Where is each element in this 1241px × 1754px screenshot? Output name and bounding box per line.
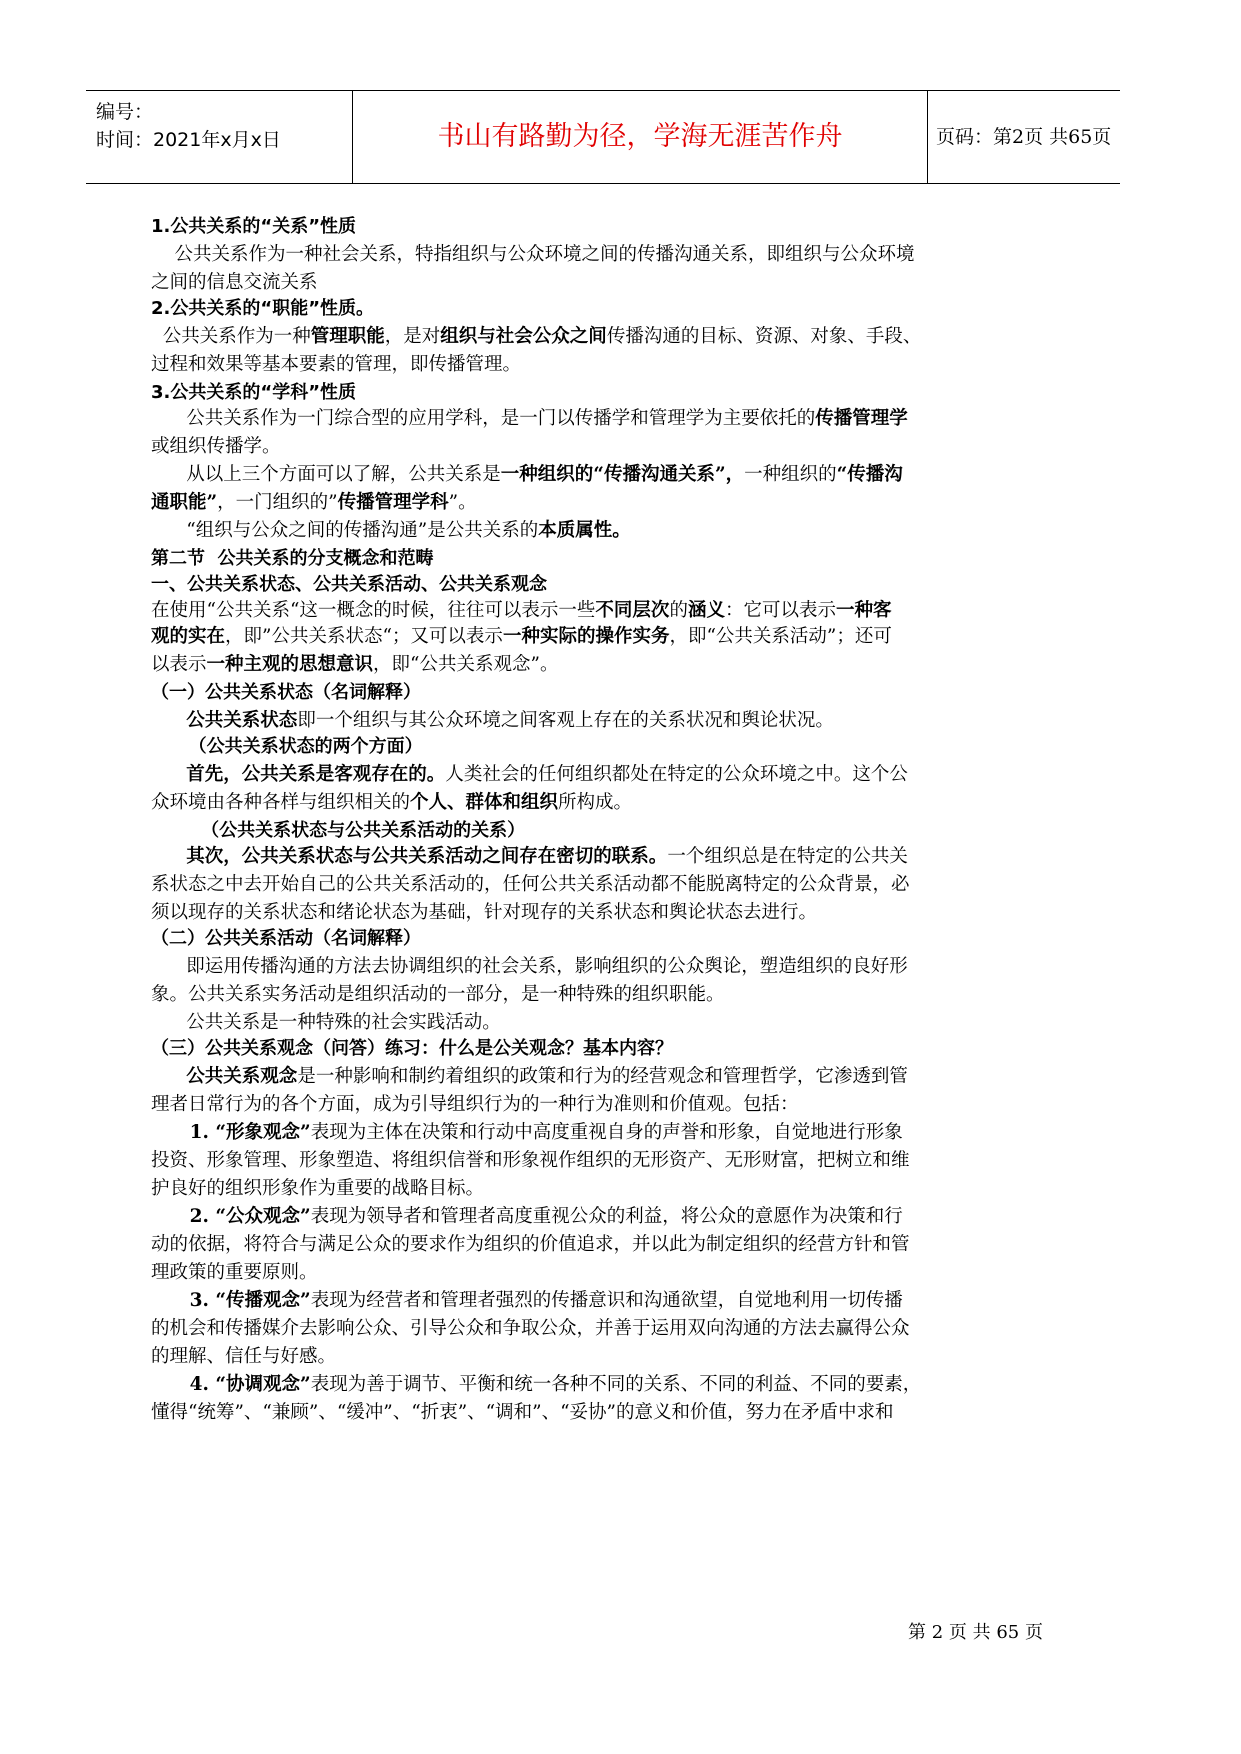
text-line bbox=[151, 517, 631, 545]
text-run: 过程和效果等基本要素的管理，即传播管理。 bbox=[151, 354, 522, 375]
text-line bbox=[151, 1371, 921, 1399]
text-line bbox=[151, 213, 356, 241]
text-line bbox=[151, 597, 892, 625]
text-run: 3. “传播观念” bbox=[151, 1290, 311, 1311]
text-run: 传播管理学科 bbox=[337, 492, 449, 513]
text-run: 其次，公共关系状态与公共关系活动之间存在密切的联系。 bbox=[186, 846, 668, 867]
header-meta bbox=[86, 91, 352, 183]
text-run: 理者日常行为的各个方面，成为引导组织行为的一种行为准则和价值观。包括： bbox=[151, 1094, 799, 1115]
text-run: 组织与社会公众之间 bbox=[440, 326, 607, 347]
text-line bbox=[151, 679, 421, 707]
text-line bbox=[151, 817, 525, 845]
text-run: 公共关系状态 bbox=[186, 710, 298, 731]
text-run: ”。 bbox=[448, 492, 477, 513]
text-run: （二）公共关系活动（名词解释） bbox=[151, 928, 421, 949]
text-run: 涵义 bbox=[687, 600, 725, 621]
text-run: 系状态之中去开始自己的公共关系活动的，任何公共关系活动都不能脱离特定的公众背景，必 bbox=[151, 874, 910, 895]
text-run: （一）公共关系状态（名词解释） bbox=[151, 682, 421, 703]
text-line bbox=[151, 1287, 903, 1315]
text-run: （公共关系状态与公共关系活动的关系） bbox=[151, 820, 526, 841]
text-line bbox=[151, 1091, 799, 1119]
text-line bbox=[151, 1259, 318, 1287]
text-run: 2.公共关系的“职能”性质。 bbox=[151, 298, 375, 319]
text-run: 之间的信息交流关系 bbox=[151, 272, 318, 293]
text-run: 管理职能 bbox=[310, 326, 385, 347]
text-run: 观的实在 bbox=[151, 626, 226, 647]
text-run: 的理解、信任与好感。 bbox=[151, 1346, 337, 1367]
text-run: ：它可以表示 bbox=[724, 600, 836, 621]
text-line bbox=[151, 295, 374, 323]
text-line bbox=[151, 1399, 894, 1427]
text-run: 4. “协调观念” bbox=[151, 1374, 311, 1395]
text-run: 象。公共关系实务活动是组织活动的一部分，是一种特殊的组织职能。 bbox=[151, 984, 725, 1005]
text-run bbox=[151, 846, 186, 867]
text-run: 从以上三个方面可以了解，公共关系是 bbox=[151, 464, 501, 485]
text-run: 是一种影响和制约着组织的政策和行为的经营观念和管理哲学，它渗透到管 bbox=[297, 1066, 908, 1087]
text-run: 个人、群体和组织 bbox=[410, 792, 559, 813]
text-line bbox=[151, 269, 318, 297]
text-line bbox=[151, 981, 725, 1009]
text-run: 一、公共关系状态、公共关系活动、公共关系观念 bbox=[151, 574, 547, 595]
text-run: 1. “形象观念” bbox=[151, 1122, 311, 1143]
text-run: “组织与公众之间的传播沟通”是公共关系的 bbox=[151, 520, 539, 541]
text-run: 以表示 bbox=[151, 654, 207, 675]
text-line bbox=[151, 1175, 484, 1203]
text-run: 2. “公众观念” bbox=[151, 1206, 311, 1227]
text-run: ，一门组织的” bbox=[217, 492, 338, 513]
text-run: （公共关系状态的两个方面） bbox=[151, 736, 423, 757]
text-line bbox=[151, 789, 632, 817]
text-line bbox=[151, 1035, 673, 1063]
document-number-label: 编号： bbox=[96, 101, 154, 123]
text-run: 须以现存的关系状态和绪论状态为基础，针对现存的关系状态和舆论状态去进行。 bbox=[151, 902, 818, 923]
text-run: 传播沟通的目标、资源、对象、手段、 bbox=[606, 326, 922, 347]
page-header bbox=[86, 90, 1120, 184]
text-run: 公共关系是一种特殊的社会实践活动。 bbox=[151, 1012, 501, 1033]
text-line bbox=[151, 925, 421, 953]
text-run: 传播管理学 bbox=[815, 408, 908, 429]
text-line bbox=[151, 1147, 910, 1175]
text-run: 通职能” bbox=[151, 492, 218, 513]
text-run: 即运用传播沟通的方法去协调组织的社会关系，影响组织的公众舆论，塑造组织的良好形 bbox=[151, 956, 908, 977]
text-run: 3.公共关系的“学科”性质 bbox=[151, 382, 357, 403]
text-run: 的机会和传播媒介去影响公众、引导公众和争取公众，并善于运用双向沟通的方法去赢得公众 bbox=[151, 1318, 910, 1339]
text-line bbox=[151, 461, 903, 489]
text-line bbox=[151, 899, 817, 927]
header-motto: 书山有路勤为径，学海无涯苦作舟 bbox=[352, 91, 928, 183]
text-run: ，即”公共关系状态“；又可以表示 bbox=[225, 626, 503, 647]
text-line bbox=[151, 379, 356, 407]
text-run: 1.公共关系的“关系”性质 bbox=[151, 216, 357, 237]
text-line bbox=[151, 489, 477, 517]
text-run: ，是对 bbox=[384, 326, 441, 347]
text-line bbox=[151, 433, 281, 461]
text-run: 一种主观的思想意识 bbox=[206, 654, 374, 675]
text-run: 即一个组织与其公众环境之间客观上存在的关系状况和舆论状况。 bbox=[297, 710, 834, 731]
text-line bbox=[151, 323, 921, 351]
text-line bbox=[151, 1119, 903, 1147]
text-run bbox=[151, 764, 186, 785]
text-line bbox=[151, 571, 547, 599]
text-line bbox=[151, 707, 834, 735]
text-run: 投资、形象管理、形象塑造、将组织信誉和形象视作组织的无形资产、无形财富，把树立和维 bbox=[151, 1150, 910, 1171]
text-run: 动的依据，将符合与满足公众的要求作为组织的价值追求，并以此为制定组织的经营方针和管 bbox=[151, 1234, 910, 1255]
text-run: 公共关系观念 bbox=[186, 1066, 298, 1087]
text-line bbox=[151, 761, 908, 789]
text-line bbox=[151, 1231, 910, 1259]
text-line bbox=[151, 1315, 910, 1343]
text-run bbox=[151, 710, 186, 731]
text-line bbox=[151, 651, 558, 679]
text-line bbox=[151, 953, 908, 981]
text-run: 表现为善于调节、平衡和统一各种不同的关系、不同的利益、不同的要素， bbox=[310, 1374, 922, 1395]
text-run: 表现为经营者和管理者强烈的传播意识和沟通欲望，自觉地利用一切传播 bbox=[310, 1290, 903, 1311]
text-line bbox=[151, 871, 910, 899]
text-run: 理政策的重要原则。 bbox=[151, 1262, 318, 1283]
text-run: 一种组织的“传播沟通关系”， bbox=[500, 464, 745, 485]
page-footer: 第 2 页 共 65 页 bbox=[908, 1622, 1043, 1643]
text-run: 本质属性。 bbox=[538, 520, 631, 541]
text-line bbox=[151, 351, 521, 379]
text-run: 一种组织的 bbox=[744, 464, 837, 485]
text-run bbox=[151, 1066, 186, 1087]
text-line bbox=[151, 405, 908, 433]
text-line bbox=[151, 1009, 501, 1037]
text-run: 一个组织总是在特定的公共关 bbox=[667, 846, 908, 867]
text-run: 懂得“统筹”、“兼顾”、“缓冲”、“折衷”、“调和”、“妥协”的意义和价值，努力在矛盾中求和 bbox=[151, 1402, 894, 1423]
header-page-info: 页码：第2页 共65页 bbox=[936, 126, 1112, 148]
text-run: 表现为领导者和管理者高度重视公众的利益，将公众的意愿作为决策和行 bbox=[310, 1206, 903, 1227]
text-line bbox=[151, 623, 892, 651]
text-run: 公共关系作为一门综合型的应用学科，是一门以传播学和管理学为主要依托的 bbox=[151, 408, 816, 429]
text-run: 不同层次 bbox=[595, 600, 670, 621]
text-run: 众环境由各种各样与组织相关的 bbox=[151, 792, 411, 813]
text-line bbox=[151, 241, 915, 269]
text-run: 护良好的组织形象作为重要的战略目标。 bbox=[151, 1178, 485, 1199]
text-line bbox=[151, 1063, 908, 1091]
text-run: 的 bbox=[669, 600, 688, 621]
text-run: 第二节 公共关系的分支概念和范畴 bbox=[151, 548, 434, 569]
text-line bbox=[151, 545, 434, 573]
text-line bbox=[151, 843, 908, 871]
text-run: 或组织传播学。 bbox=[151, 436, 281, 457]
text-run: “传播沟 bbox=[836, 464, 903, 485]
text-run: 首先，公共关系是客观存在的。 bbox=[186, 764, 446, 785]
text-run: 一种实际的操作实务 bbox=[502, 626, 670, 647]
text-run: （三）公共关系观念（问答）练习：什么是公关观念？基本内容？ bbox=[151, 1038, 673, 1059]
text-run: ，即“公共关系活动”；还可 bbox=[669, 626, 892, 647]
text-run: 一种客 bbox=[835, 600, 892, 621]
text-run: 所构成。 bbox=[558, 792, 633, 813]
text-run: 公共关系作为一种社会关系，特指组织与公众环境之间的传播沟通关系，即组织与公众环境 bbox=[151, 244, 915, 265]
text-run: 公共关系作为一种 bbox=[151, 326, 311, 347]
text-line bbox=[151, 733, 423, 761]
text-run: ，即“公共关系观念”。 bbox=[373, 654, 559, 675]
text-line bbox=[151, 1343, 336, 1371]
text-run: 人类社会的任何组织都处在特定的公众环境之中。这个公 bbox=[445, 764, 908, 785]
text-line bbox=[151, 1203, 903, 1231]
text-run: 表现为主体在决策和行动中高度重视自身的声誉和形象，自觉地进行形象 bbox=[310, 1122, 903, 1143]
text-run: 在使用“公共关系“这一概念的时候，往往可以表示一些 bbox=[151, 600, 596, 621]
document-time-label: 时间：2021年x月x日 bbox=[96, 129, 281, 151]
